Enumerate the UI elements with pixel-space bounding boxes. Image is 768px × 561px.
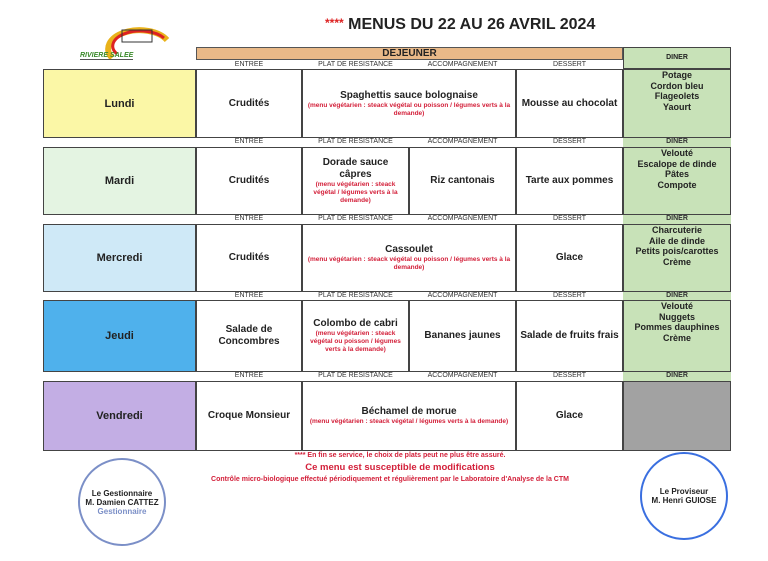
subheader-entree: ENTREE [234,292,264,299]
service-note: **** En fin se service, le choix de plats peut ne plus être assuré. [294,452,506,459]
vegetarian-option: (menu végétarien : steack végétal / légumes verts à la demande) [313,181,398,204]
subheader-entree: ENTREE [234,138,264,145]
entree-cell: Crudités [196,224,302,292]
subheader-diner: DINER [623,372,731,381]
page-title: **** MENUS DU 22 AU 26 AVRIL 2024 [325,16,596,33]
diner-item: Velouté [660,148,693,158]
diner-item: Crème [662,256,691,267]
subheader-diner: DINER [623,292,731,300]
diner-item: Velouté [660,301,693,311]
subheader-dessert: DESSERT [553,61,586,68]
vegetarian-option: (menu végétarien : steack végétal ou poisson / légumes verts à la demande) [307,256,511,271]
gestionnaire-stamp: Le Gestionnaire M. Damien CATTEZ Gestionnaire [78,458,166,546]
subheader-accomp: ACCOMPAGNEMENT [427,61,498,68]
diner-item: Cordon bleu [650,80,704,91]
subheader-plat: PLAT DE RESISTANCE [318,292,393,299]
subheader-entree: ENTREE [234,61,264,68]
day-mardi: Mardi [43,147,196,215]
subheader-accomp: ACCOMPAGNEMENT [427,292,498,299]
modification-note: Ce menu est susceptible de modifications [305,462,495,473]
subheader-entree: ENTREE [234,215,264,222]
subheader-dessert: DESSERT [553,138,586,145]
dessert-cell: Tarte aux pommes [516,147,623,215]
dessert-cell: Glace [516,224,623,292]
day-jeudi: Jeudi [43,300,196,372]
subheader-dessert: DESSERT [553,215,586,222]
entree-cell: Croque Monsieur [196,381,302,451]
day-lundi: Lundi [43,69,196,138]
diner-item: Compote [657,179,697,190]
plat-cell: Béchamel de morue (menu végétarien : steack végétal / légumes verts à la demande) [302,381,516,451]
diner-item: Flageolets [654,91,700,101]
day-mercredi: Mercredi [43,224,196,292]
plat-cell: Colombo de cabri (menu végétarien : steack végétal ou poisson / légumes verts à la demande) [302,300,409,372]
accompagnement-cell: Riz cantonais [409,147,516,215]
accompagnement-cell: Bananes jaunes [409,300,516,372]
day-vendredi: Vendredi [43,381,196,451]
vegetarian-option: (menu végétarien : steack végétal / légumes verts à la demande) [309,418,509,425]
diner-item: Pâtes [664,169,690,179]
subheader-plat: PLAT DE RESISTANCE [318,372,393,379]
subheader-plat: PLAT DE RESISTANCE [318,138,393,145]
plat-cell: Cassoulet (menu végétarien : steack végétal ou poisson / légumes verts à la demande) [302,224,516,292]
logo-text: RIVIERE SALEE [80,52,134,59]
subheader-accomp: ACCOMPAGNEMENT [427,215,498,222]
diner-header: DINER [623,47,731,69]
diner-item: Potage [661,70,692,80]
diner-item: Charcuterie [651,225,703,235]
diner-cell [623,69,731,138]
proviseur-stamp: Le Proviseur M. Henri GUIOSE [640,452,728,540]
dessert-cell: Salade de fruits frais [516,300,623,372]
diner-cell [623,147,731,215]
subheader-dessert: DESSERT [553,292,586,299]
diner-item: Yaourt [662,101,691,112]
dessert-cell: Mousse au chocolat [516,69,623,138]
diner-cell [623,224,731,292]
dessert-cell: Glace [516,381,623,451]
entree-cell: Crudités [196,69,302,138]
subheader-plat: PLAT DE RESISTANCE [318,61,393,68]
diner-cell [623,300,731,372]
entree-cell: Salade de Concombres [196,300,302,372]
diner-item: Pommes dauphines [634,322,720,332]
vegetarian-option: (menu végétarien : steack végétal ou poisson / légumes verts à la demande) [307,101,511,117]
dejeuner-header: DEJEUNER [196,47,623,60]
entree-cell: Crudités [196,147,302,215]
diner-item: Crème [662,332,691,343]
subheader-diner: DINER [623,138,731,147]
subheader-accomp: ACCOMPAGNEMENT [427,372,498,379]
control-note: Contrôle micro-biologique effectué périodiquement et régulièrement par le Laboratoire d'Analyse de la CTM [211,476,569,483]
diner-item: Nuggets [659,311,695,322]
plat-cell: Spaghettis sauce bolognaise (menu végétarien : steack végétal ou poisson / légumes verts à la demande) [302,69,516,138]
diner-item: Aile de dinde [648,235,705,246]
subheader-plat: PLAT DE RESISTANCE [318,215,393,222]
vegetarian-option: (menu végétarien : steack végétal ou poisson / légumes verts à la demande) [310,330,401,353]
diner-item: Petits pois/carottes [635,246,719,256]
subheader-accomp: ACCOMPAGNEMENT [427,138,498,145]
subheader-diner: DINER [623,215,731,224]
diner-item: Escalope de dinde [637,158,717,169]
plat-cell: Dorade sauce câpres (menu végétarien : steack végétal / légumes verts à la demande) [302,147,409,215]
subheader-entree: ENTREE [234,372,264,379]
diner-cell [623,381,731,451]
subheader-dessert: DESSERT [553,372,586,379]
